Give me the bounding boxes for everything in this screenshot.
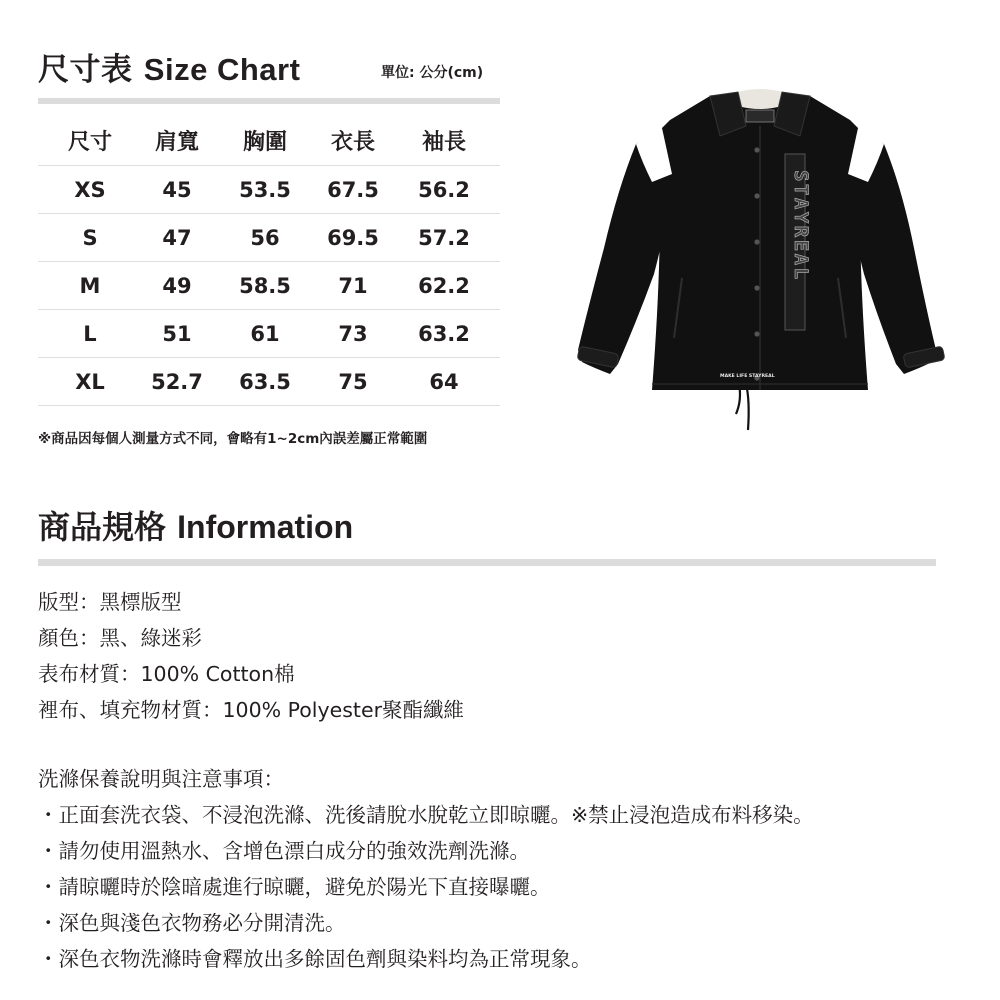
- table-cell: 63.2: [418, 321, 470, 346]
- spec-list: [38, 584, 464, 728]
- info-title: [38, 502, 353, 548]
- list-item: ・正面套洗衣袋、不浸泡洗滌、洗後請脫水脫乾立即晾曬。※禁止浸泡造成布料移染。: [38, 803, 814, 827]
- header-chest: 胸圍: [242, 130, 287, 155]
- list-item: ・請勿使用溫熱水、含增色漂白成分的強效洗劑洗滌。: [38, 839, 530, 863]
- table-row: [38, 166, 500, 214]
- spec-fit: 版型：黑標版型: [38, 590, 182, 614]
- table-cell: 61: [250, 321, 280, 346]
- spec-color: 顏色：黑、綠迷彩: [38, 626, 202, 650]
- header-sleeve: 袖長: [421, 130, 466, 155]
- size-chart-title-en: Size Chart: [143, 52, 301, 87]
- table-cell: 47: [162, 225, 192, 250]
- table-cell: 64: [429, 369, 459, 394]
- size-chart-title-zh: 尺寸表: [38, 52, 133, 88]
- list-item: ・請晾曬時於陰暗處進行晾曬，避免於陽光下直接曝曬。: [38, 875, 551, 899]
- size-chart-title: [38, 44, 300, 89]
- header-size: 尺寸: [67, 130, 112, 155]
- table-cell: 75: [338, 369, 368, 394]
- spec-lining-material: 裡布、填充物材質：100% Polyester聚酯纖維: [38, 698, 464, 722]
- unit-label: 單位: 公分(cm): [381, 65, 484, 81]
- table-cell: 52.7: [151, 369, 203, 394]
- list-item: ・深色與淺色衣物務必分開清洗。: [38, 911, 346, 935]
- info-divider: [38, 559, 936, 566]
- table-cell: 67.5: [327, 177, 379, 202]
- table-cell: 45: [162, 177, 192, 202]
- table-cell: M: [79, 273, 101, 298]
- jacket-chest-print: MAKE LIFE STAYREAL: [720, 374, 775, 379]
- table-cell: 73: [338, 321, 368, 346]
- table-cell: 56: [250, 225, 280, 250]
- table-cell: 58.5: [239, 273, 291, 298]
- table-cell: 56.2: [418, 177, 470, 202]
- size-note: ※商品因每個人測量方式不同，會略有1~2cm內誤差屬正常範圍: [38, 431, 428, 447]
- size-chart-divider: [38, 98, 500, 104]
- table-cell: L: [83, 321, 97, 346]
- table-cell: 71: [338, 273, 368, 298]
- size-table-header: [38, 116, 500, 166]
- care-list: [38, 797, 814, 977]
- header-length: 衣長: [330, 130, 375, 155]
- table-cell: 49: [162, 273, 192, 298]
- care-title: 洗滌保養說明與注意事項：: [38, 767, 284, 791]
- table-cell: 57.2: [418, 225, 470, 250]
- table-cell: XS: [74, 177, 106, 202]
- table-row: [38, 358, 500, 406]
- table-cell: 53.5: [239, 177, 291, 202]
- info-title-en: Information: [177, 509, 354, 545]
- table-cell: 69.5: [327, 225, 379, 250]
- header-shoulder: 肩寬: [154, 130, 199, 155]
- jacket-sleeve-text: STAYREAL: [790, 170, 812, 282]
- table-cell: S: [82, 225, 98, 250]
- list-item: ・深色衣物洗滌時會釋放出多餘固色劑與染料均為正常現象。: [38, 947, 592, 971]
- table-row: [38, 214, 500, 262]
- size-table: [38, 116, 500, 406]
- table-row: [38, 310, 500, 358]
- jacket-product-image: [570, 78, 950, 438]
- info-title-zh: 商品規格: [38, 508, 167, 546]
- table-cell: XL: [75, 369, 105, 394]
- table-cell: 62.2: [418, 273, 470, 298]
- spec-outer-material: 表布材質：100% Cotton棉: [38, 662, 295, 686]
- table-cell: 63.5: [239, 369, 291, 394]
- table-row: [38, 262, 500, 310]
- table-cell: 51: [162, 321, 192, 346]
